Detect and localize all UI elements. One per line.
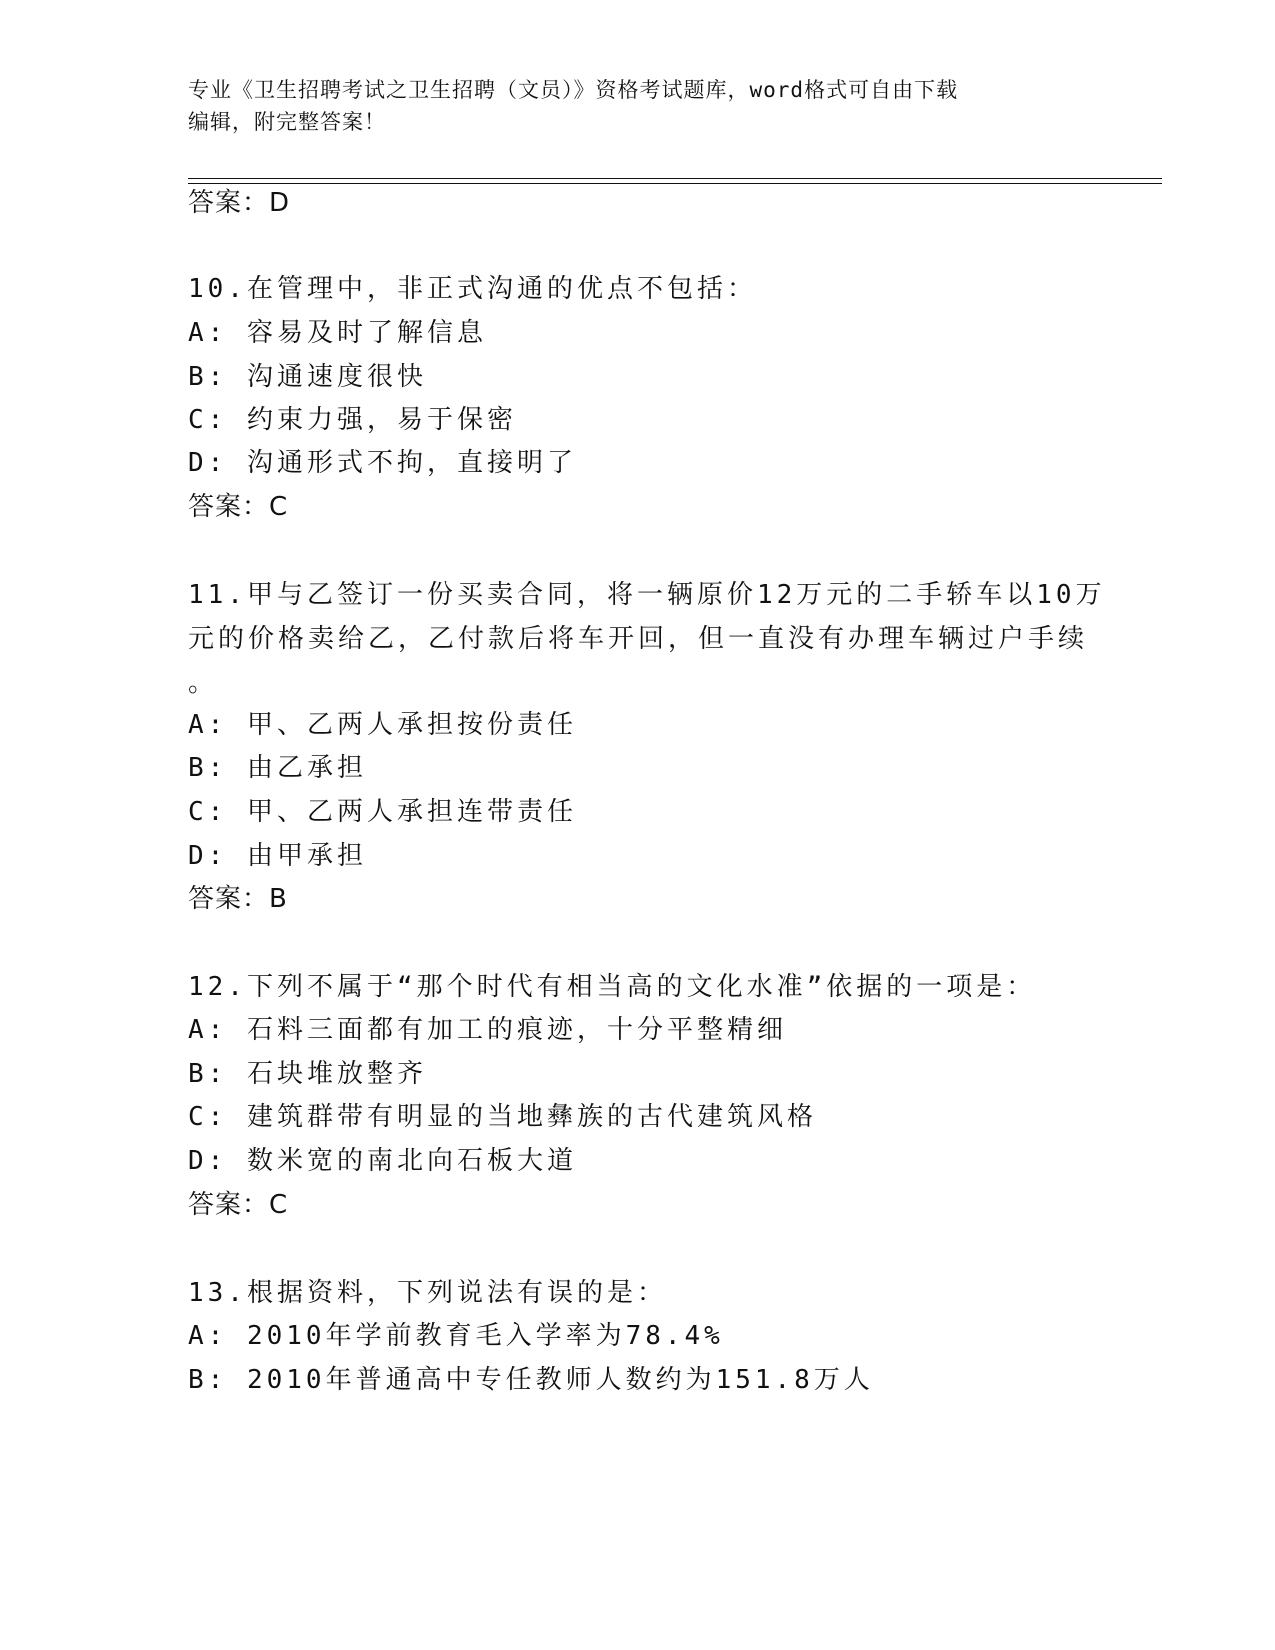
question-12-option-c: C: 建筑群带有明显的当地彝族的古代建筑风格 — [188, 1102, 817, 1132]
question-11-stem-line-3: 。 — [188, 668, 219, 698]
header-line-2: 编辑，附完整答案！ — [188, 110, 386, 134]
header-line-1: 专业《卫生招聘考试之卫生招聘（文员）》资格考试题库，word格式可自由下载 — [188, 78, 959, 102]
question-13-option-b: B: 2010年普通高中专任教师人数约为151.8万人 — [188, 1365, 874, 1395]
question-12-option-b: B: 石块堆放整齐 — [188, 1059, 427, 1089]
question-10-option-c: C: 约束力强，易于保密 — [188, 405, 517, 435]
question-10-stem: 10.在管理中，非正式沟通的优点不包括： — [188, 274, 757, 304]
question-13-stem: 13.根据资料，下列说法有误的是： — [188, 1278, 667, 1308]
question-11-stem-line-1: 11.甲与乙签订一份买卖合同，将一辆原价12万元的二手轿车以10万 — [188, 580, 1106, 610]
question-10-option-d: D: 沟通形式不拘，直接明了 — [188, 448, 577, 478]
question-11-option-b: B: 由乙承担 — [188, 753, 367, 783]
question-12-answer: 答案：C — [188, 1190, 289, 1220]
question-12-option-a: A: 石料三面都有加工的痕迹，十分平整精细 — [188, 1015, 787, 1045]
question-12-option-d: D: 数米宽的南北向石板大道 — [188, 1146, 577, 1176]
header-divider — [188, 178, 1162, 184]
answer-line: 答案：D — [188, 188, 291, 218]
question-10-answer: 答案：C — [188, 492, 289, 522]
question-10-option-a: A: 容易及时了解信息 — [188, 318, 487, 348]
question-11-answer: 答案：B — [188, 884, 288, 914]
question-11-stem-line-2: 元的价格卖给乙，乙付款后将车开回，但一直没有办理车辆过户手续 — [188, 624, 1089, 654]
question-13-option-a: A: 2010年学前教育毛入学率为78.4% — [188, 1321, 724, 1351]
question-11-option-a: A: 甲、乙两人承担按份责任 — [188, 710, 577, 740]
question-10-option-b: B: 沟通速度很快 — [188, 362, 427, 392]
question-12-stem: 12.下列不属于“那个时代有相当高的文化水准”依据的一项是： — [188, 972, 1037, 1002]
question-11-option-c: C: 甲、乙两人承担连带责任 — [188, 797, 577, 827]
document-header — [188, 74, 1088, 138]
question-11-option-d: D: 由甲承担 — [188, 841, 367, 871]
